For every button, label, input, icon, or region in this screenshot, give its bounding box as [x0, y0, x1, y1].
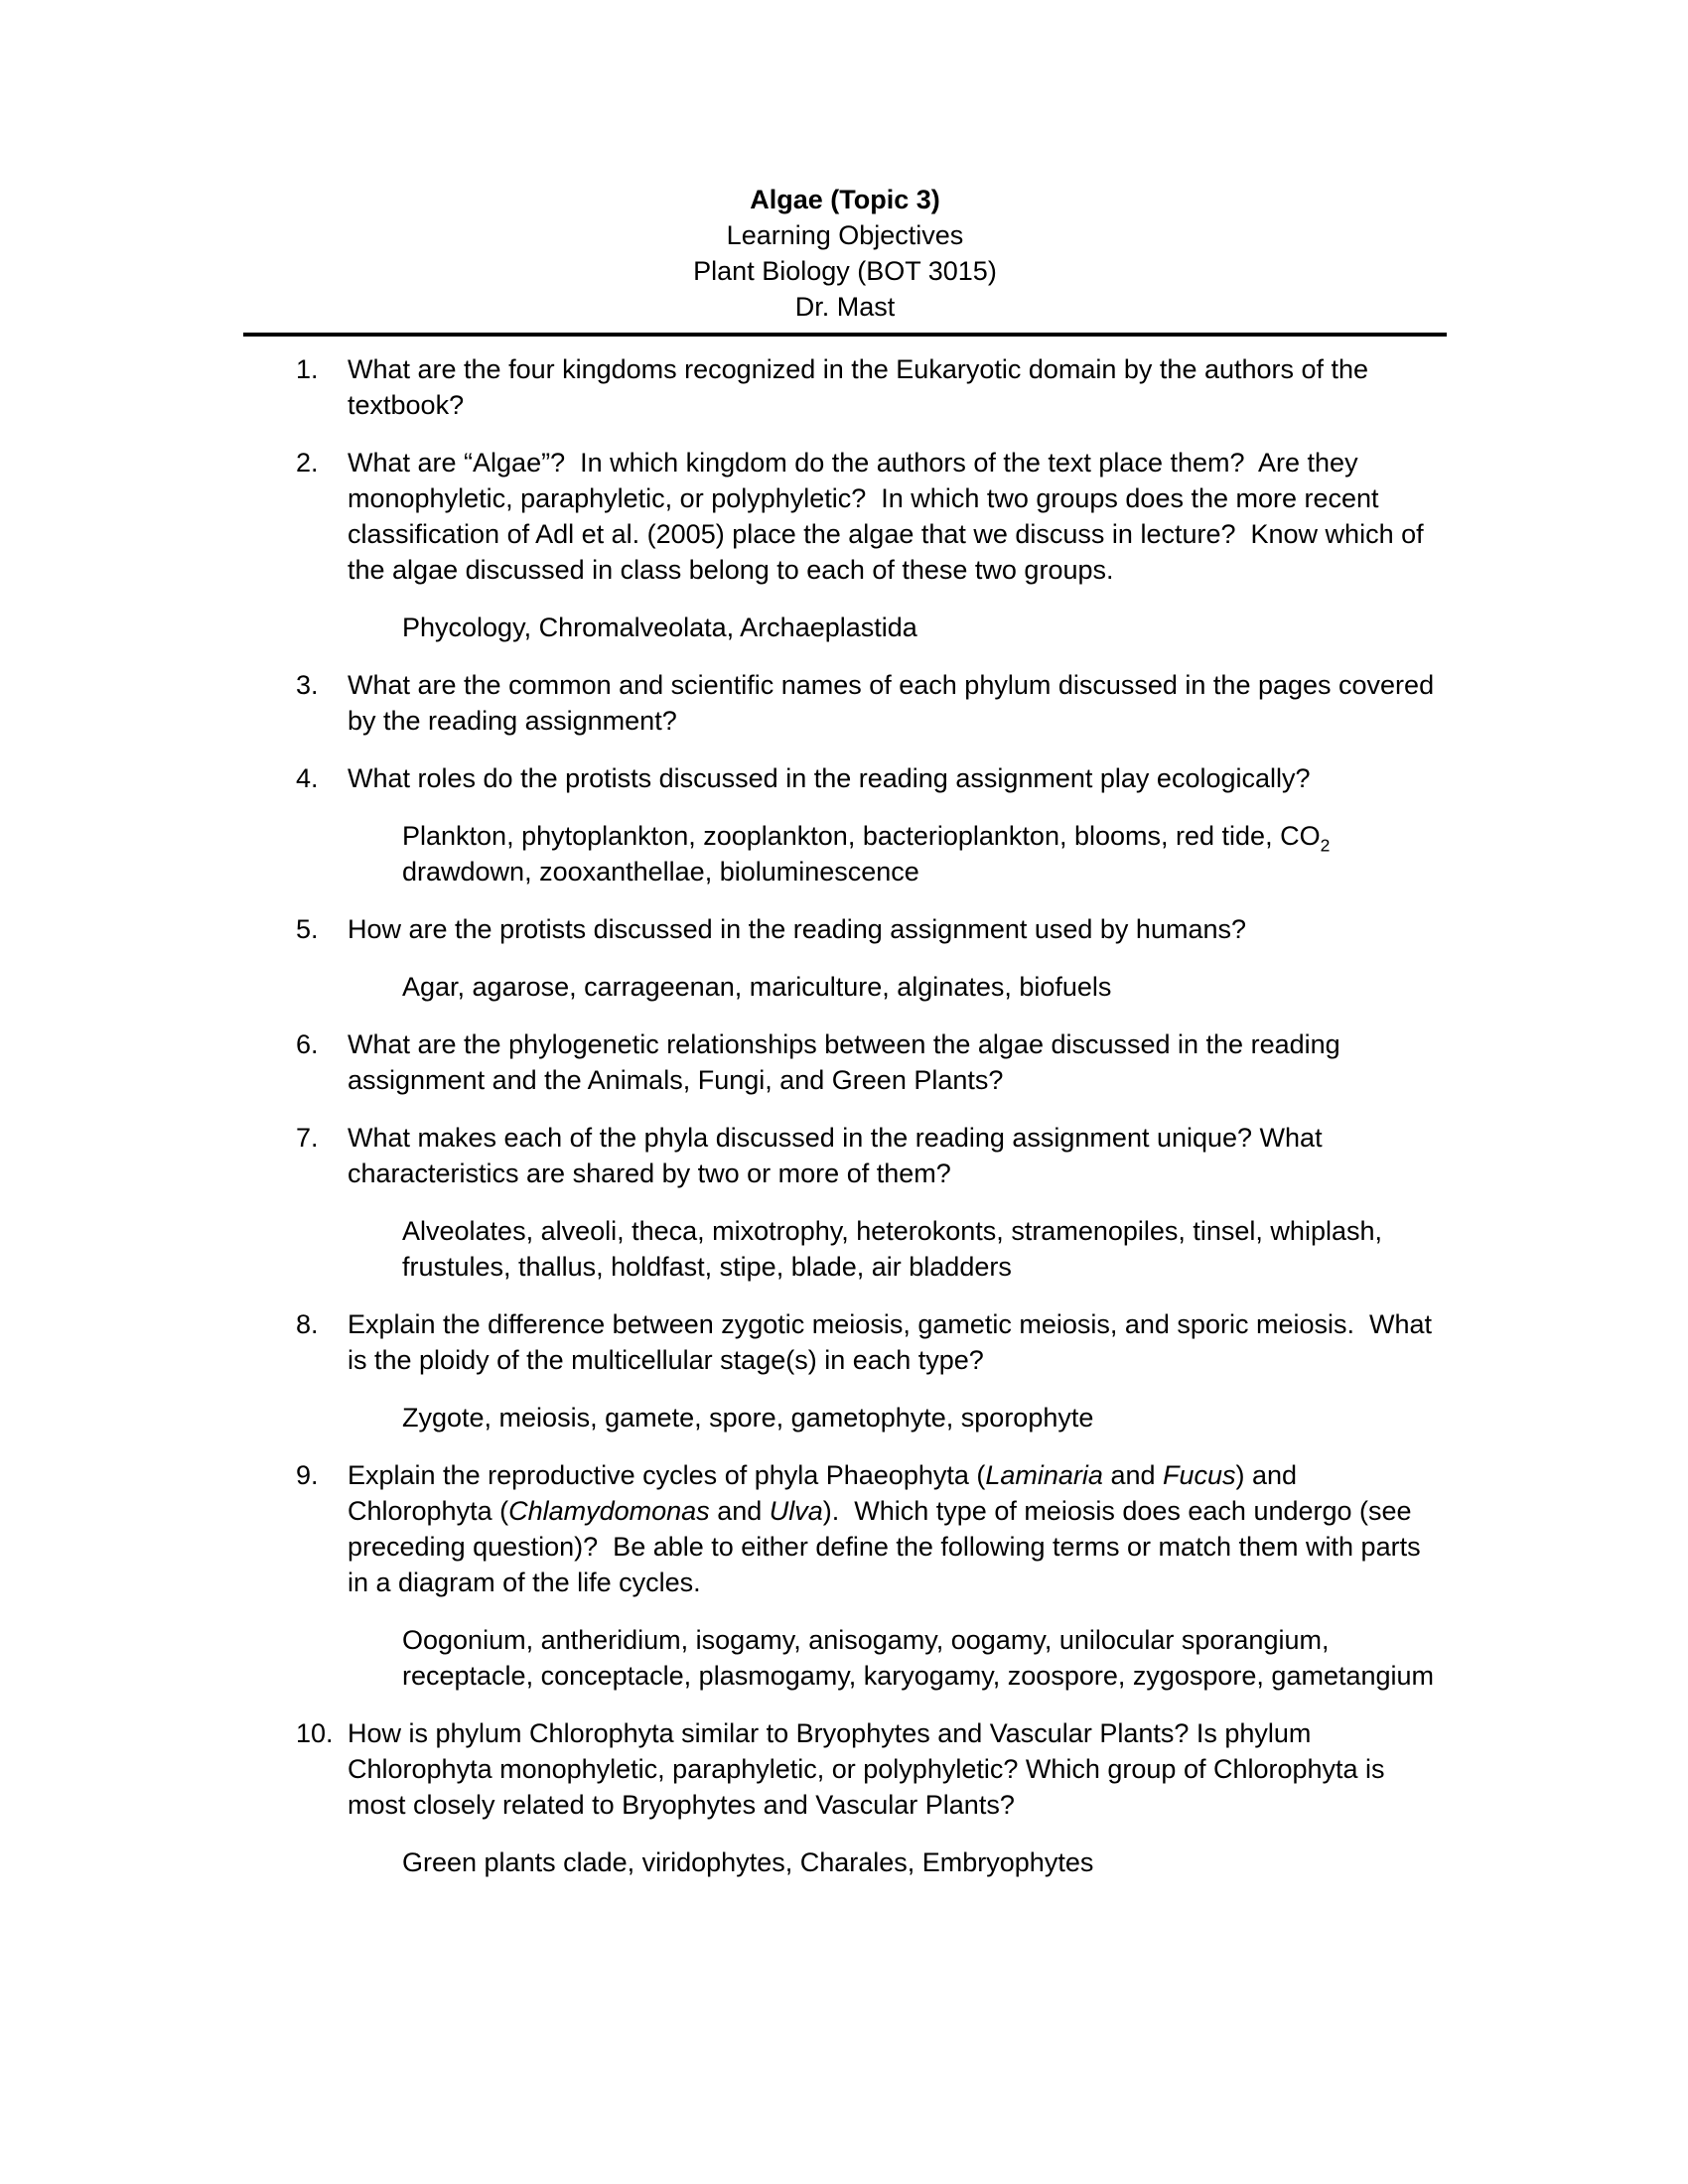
genus-name-ulva: Ulva — [769, 1496, 823, 1526]
header-line-learning-objectives: Learning Objectives — [726, 220, 964, 250]
question-text: How is phylum Chlorophyta similar to Bryophytes and Vascular Plants? Is phylum Chlorophyta monophyletic, paraphyletic, or polyphyletic? Which group of Chlorophyta is most closely related to Bryophytes and Vascular Plants? — [348, 1718, 1393, 1820]
answer-text-10: Green plants clade, viridophytes, Charales, Embryophytes — [402, 1847, 1094, 1877]
header-divider-rule — [243, 333, 1447, 337]
question-number: 4. — [296, 763, 319, 793]
question-item-4 — [243, 760, 1447, 796]
question-text: What are “Algae”? In which kingdom do the authors of the text place them? Are they monophyletic, paraphyletic, or polyphyletic? In which two groups does the more recent classification of Adl et al. (2005) place the algae that we discuss in lecture? Know which of the algae discussed in class belong to each of these two groups. — [348, 448, 1432, 585]
question-text: What are the common and scientific names of each phylum discussed in the pages covered by the reading assignment? — [348, 670, 1442, 736]
genus-name-chlamydomonas: Chlamydomonas — [508, 1496, 710, 1526]
question-number: 6. — [296, 1029, 319, 1059]
answer-text-8: Zygote, meiosis, gamete, spore, gametophyte, sporophyte — [402, 1403, 1094, 1433]
question-segment: and — [1102, 1460, 1163, 1490]
header-line-course: Plant Biology (BOT 3015) — [693, 256, 997, 286]
question-number: 8. — [296, 1309, 319, 1339]
question-segment: ) and Chlorophyta ( — [348, 1460, 1305, 1526]
header-line-instructor: Dr. Mast — [794, 292, 896, 322]
question-segment: ). Which type of meiosis does each undergo (see preceding question)? Be able to either define the following terms or match them with parts in a diagram of the life cycles. — [348, 1496, 1429, 1597]
question-item-8 — [243, 1306, 1447, 1378]
question-number: 10. — [296, 1718, 334, 1748]
document-header — [243, 182, 1447, 325]
question-text: What are the phylogenetic relationships between the algae discussed in the reading assignment and the Animals, Fungi, and Green Plants? — [348, 1029, 1348, 1095]
question-item-3 — [243, 667, 1447, 739]
question-text: What are the four kingdoms recognized in the Eukaryotic domain by the authors of the textbook? — [348, 354, 1376, 420]
question-list — [243, 351, 1447, 1880]
question-item-10 — [243, 1715, 1447, 1823]
question-number: 2. — [296, 448, 319, 478]
co2-subscript: 2 — [1320, 835, 1331, 856]
answer-text-7: Alveolates, alveoli, theca, mixotrophy, heterokonts, stramenopiles, tinsel, whiplash, frustules, thallus, holdfast, stipe, blade, air bladders — [402, 1216, 1390, 1282]
question-number: 1. — [296, 354, 319, 384]
genus-name-laminaria: Laminaria — [985, 1460, 1103, 1490]
answer-text-2: Phycology, Chromalveolata, Archaeplastida — [402, 613, 917, 642]
question-item-5 — [243, 911, 1447, 947]
question-item-9 — [243, 1457, 1447, 1600]
question-number: 3. — [296, 670, 319, 700]
genus-name-fucus: Fucus — [1163, 1460, 1236, 1490]
question-item-1 — [243, 351, 1447, 423]
answer-text-4 — [402, 818, 1447, 889]
question-text — [348, 1457, 1447, 1600]
question-text: Explain the difference between zygotic meiosis, gametic meiosis, and sporic meiosis. What is the ploidy of the multicellular stage(s) in each type? — [348, 1309, 1440, 1375]
answer-segment: Plankton, phytoplankton, zooplankton, bacterioplankton, blooms, red tide, CO — [402, 821, 1321, 851]
question-text: What roles do the protists discussed in the reading assignment play ecologically? — [348, 763, 1311, 793]
question-number: 5. — [296, 914, 319, 944]
document-title: Algae (Topic 3) — [750, 185, 940, 214]
question-number: 9. — [296, 1460, 319, 1490]
question-text: How are the protists discussed in the reading assignment used by humans? — [348, 914, 1247, 944]
question-number: 7. — [296, 1123, 319, 1153]
question-text: What makes each of the phyla discussed in the reading assignment unique? What characteristics are shared by two or more of them? — [348, 1123, 1331, 1188]
question-segment: Explain the reproductive cycles of phyla Phaeophyta ( — [348, 1460, 986, 1490]
answer-text-5: Agar, agarose, carrageenan, mariculture, alginates, biofuels — [402, 972, 1112, 1002]
answer-segment: drawdown, zooxanthellae, bioluminescence — [402, 821, 1337, 887]
question-item-6 — [243, 1026, 1447, 1098]
answer-text-9: Oogonium, antheridium, isogamy, anisogamy, oogamy, unilocular sporangium, receptacle, conceptacle, plasmogamy, karyogamy, zoospore, zygospore, gametangium — [402, 1625, 1435, 1691]
question-item-2 — [243, 445, 1447, 588]
question-segment: and — [709, 1496, 770, 1526]
question-item-7 — [243, 1120, 1447, 1191]
